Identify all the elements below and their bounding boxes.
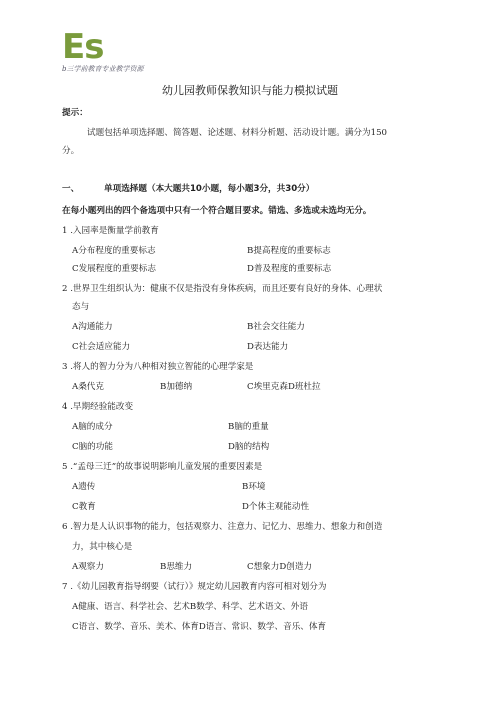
question-6-option-a: A观察力	[72, 562, 104, 572]
section-number: 一、	[62, 184, 80, 194]
logo-mark: Es	[62, 27, 104, 67]
question-6-stem-line-2: 力，其中核心是	[72, 542, 133, 552]
question-1-option-b: B提高程度的重要标志	[247, 246, 331, 256]
question-1-stem: 1 .入园率是衡量学前教育	[62, 226, 159, 236]
question-3-option-a: A桑代克	[72, 382, 104, 392]
question-5-option-b: B环境	[242, 482, 266, 492]
question-6-option-cd: C想象力D创造力	[247, 562, 313, 572]
question-4-option-a: A脑的成分	[72, 422, 113, 432]
question-5-stem: 5 .“孟母三迁”的故事说明影响儿童发展的重要因素是	[62, 462, 263, 472]
document-title: 幼儿园教师保教知识与能力模拟试题	[162, 84, 338, 97]
question-6-option-b: B思维力	[160, 562, 193, 572]
question-4-option-b: B脑的重量	[228, 422, 269, 432]
question-5-option-d: D个体主观能动性	[242, 502, 310, 512]
question-2-option-b: B社会交往能力	[247, 322, 305, 332]
question-2-stem-line-2: 态与	[72, 302, 90, 312]
question-6-stem-line-1: 6 .智力是人认识事物的能力，包括观察力、注意力、记忆力、思维力、想象力和创造	[62, 522, 383, 532]
question-1-option-c: C发展程度的重要标志	[72, 264, 156, 274]
question-7-option-cd: C语言、数学、音乐、美术、体育D语言、常识、数学、音乐、体育	[72, 622, 327, 632]
question-4-option-d: D脑的结构	[228, 442, 270, 452]
question-3-option-b: B加德纳	[160, 382, 193, 392]
question-1-option-a: A分布程度的重要标志	[72, 246, 156, 256]
question-2-option-c: C社会适应能力	[72, 342, 131, 352]
question-7-stem: 7 .《幼儿园教育指导纲要（试行）》规定幼儿园教育内容可相对划分为	[62, 582, 327, 592]
question-2-option-a: A沟通能力	[72, 322, 113, 332]
question-4-option-c: C脑的功能	[72, 442, 113, 452]
question-3-option-cd: C埃里克森D班杜拉	[247, 382, 321, 392]
question-5-option-a: A遗传	[72, 482, 96, 492]
question-5-option-c: C教育	[72, 502, 96, 512]
tips-text-line-2: 分。	[62, 146, 80, 156]
section-heading: 单项选择题（本大题共10小题，每小题3分，共30分）	[104, 184, 315, 194]
tips-text-line-1: 试题包括单项选择题、简答题、论述题、材料分析题、活动设计题。满分为150	[87, 128, 387, 138]
tips-label: 提示：	[62, 108, 88, 118]
question-1-option-d: D普及程度的重要标志	[247, 264, 332, 274]
logo	[62, 27, 144, 74]
question-2-stem-line-1: 2 .世界卫生组织认为：健康不仅是指没有身体疾病，而且还要有良好的身体、心理状	[62, 284, 383, 294]
section-instruction: 在每小题列出的四个备选项中只有一个符合题目要求。错选、多选或未选均无分。	[62, 206, 372, 216]
question-3-stem: 3 .将人的智力分为八种相对独立智能的心理学家是	[62, 362, 254, 372]
question-2-option-d: D表达能力	[247, 342, 289, 352]
logo-tagline: b三学前教育专业教学资源	[62, 65, 144, 73]
question-4-stem: 4 .早期经验能改变	[62, 402, 134, 412]
question-7-option-ab: A健康、语言、科学社会、艺术B数学、科学、艺术语文、外语	[72, 602, 308, 612]
